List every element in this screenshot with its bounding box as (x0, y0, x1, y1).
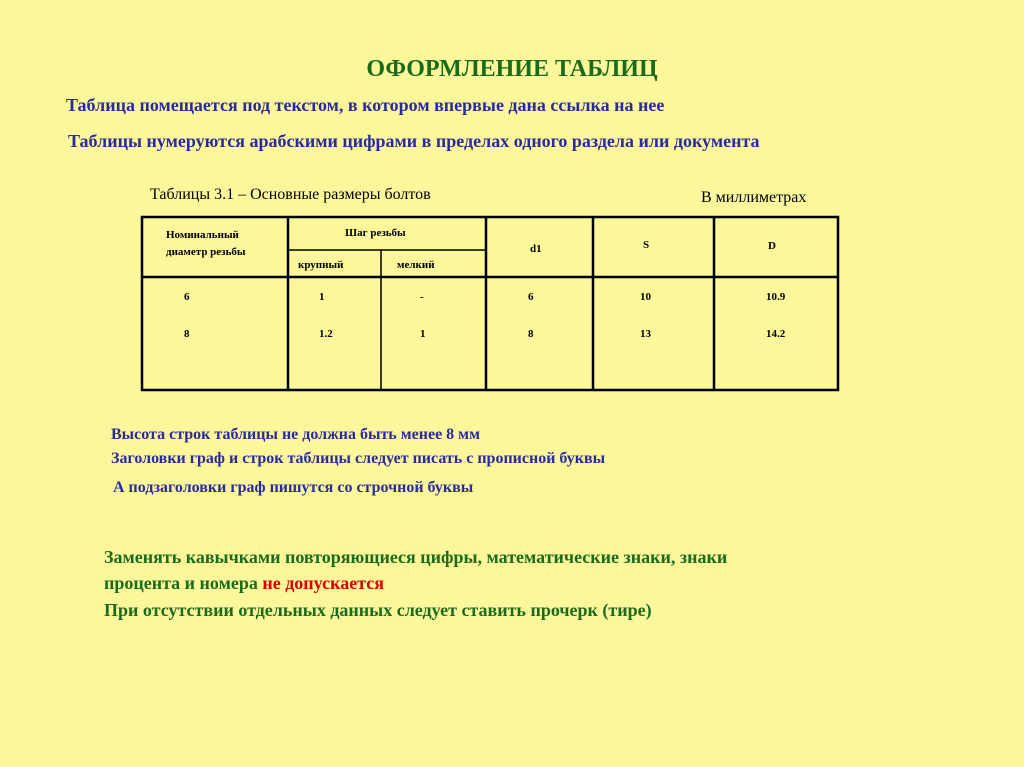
header-thread-pitch: Шаг резьбы (345, 227, 406, 239)
header-fine: мелкий (397, 259, 435, 271)
page-title: ОФОРМЛЕНИЕ ТАБЛИЦ (366, 56, 658, 82)
header-nominal-line2: диаметр резьбы (166, 246, 246, 258)
rule-line-1: Высота строк таблицы не должна быть менее 8 мм (111, 426, 480, 443)
table-border (142, 217, 838, 390)
note-line-3: При отсутствии отдельных данных следует ставить прочерк (тире) (104, 600, 652, 620)
header-d: D (768, 240, 776, 252)
table-cell: - (420, 291, 424, 303)
table-cell: 1 (319, 291, 325, 303)
table-caption: Таблицы 3.1 – Основные размеры болтов (150, 186, 431, 203)
table-cell: 6 (528, 291, 534, 303)
note-line-2-start: процента и номера (104, 573, 263, 593)
header-nominal-diameter (166, 227, 246, 261)
table-cell: 8 (528, 328, 534, 340)
note-line-2 (104, 573, 384, 594)
table-cell: 10.9 (766, 291, 786, 303)
note-line-1: Заменять кавычками повторяющиеся цифры, математические знаки, знаки (104, 547, 728, 567)
table-cell: 8 (184, 328, 190, 340)
intro-line-1: Таблица помещается под текстом, в котором впервые дана ссылка на нее (66, 95, 665, 115)
table-cell: 13 (640, 328, 651, 340)
rule-line-2: Заголовки граф и строк таблицы следует писать с прописной буквы (111, 450, 606, 467)
table-cell: 1.2 (319, 328, 333, 340)
note-line-2-emphasis: не допускается (262, 573, 384, 593)
table-cell: 10 (640, 291, 651, 303)
table-cell: 6 (184, 291, 190, 303)
table-units: В миллиметрах (701, 189, 807, 206)
table-cell: 14.2 (766, 328, 786, 340)
header-coarse: крупный (298, 259, 344, 271)
table-cell: 1 (420, 328, 426, 340)
header-d1: d1 (530, 243, 542, 255)
header-s: S (643, 239, 650, 251)
intro-line-2: Таблицы нумеруются арабскими цифрами в пределах одного раздела или документа (68, 131, 760, 151)
header-nominal-line1: Номинальный (166, 229, 239, 241)
rule-line-3: А подзаголовки граф пишутся со строчной буквы (113, 479, 474, 496)
